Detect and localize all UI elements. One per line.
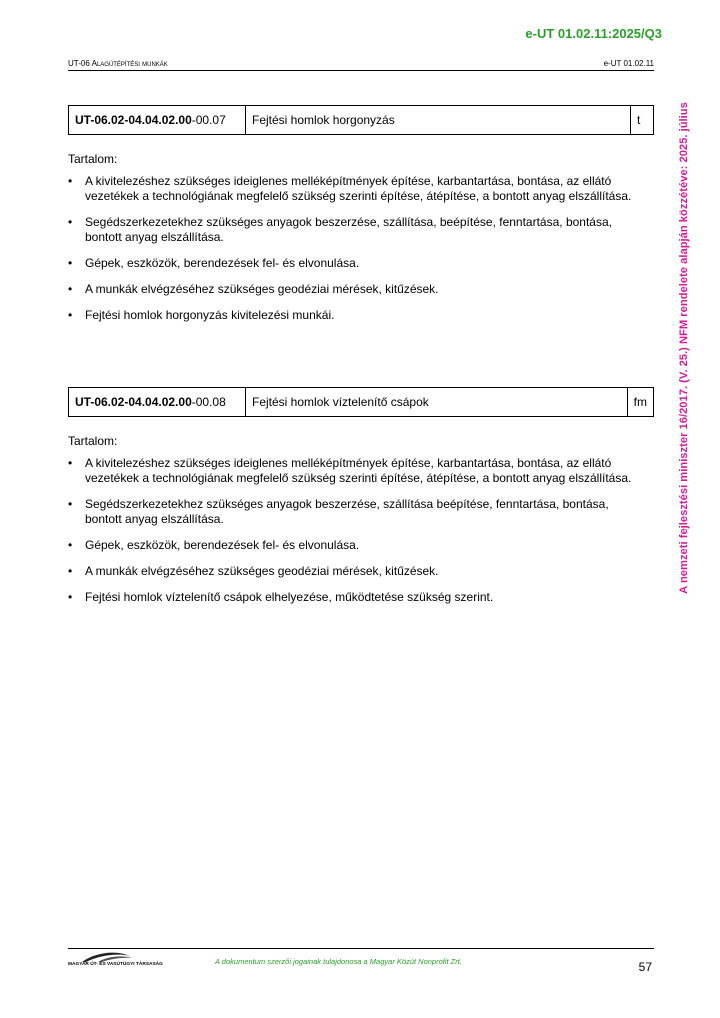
list-item — [68, 215, 645, 245]
list-item-text: Fejtési homlok horgonyzás kivitelezési munkái. — [85, 308, 335, 322]
item-code-table — [68, 387, 654, 417]
list-item — [68, 456, 645, 486]
item-unit: fm — [627, 388, 653, 417]
bullet-icon: • — [68, 497, 73, 511]
bullet-icon: • — [68, 282, 73, 296]
bullet-icon: • — [68, 564, 73, 578]
header-chapter — [68, 59, 168, 68]
list-item — [68, 590, 645, 605]
item-code-bold: UT-06.02-04.04.02.00 — [75, 395, 192, 409]
list-item-text: Segédszerkezetekhez szükséges anyagok beszerzése, szállítása, beépítése, fenntartása, bontása, bontott anyag elszállítása. — [85, 215, 612, 244]
item-title: Fejtési homlok víztelenítő csápok — [246, 388, 628, 417]
footer-divider — [68, 948, 654, 949]
item-code-suffix: -00.07 — [191, 113, 226, 127]
bullet-icon: • — [68, 308, 73, 322]
list-item — [68, 256, 645, 271]
page-number: 57 — [638, 960, 652, 974]
list-item-text: A kivitelezéshez szükséges ideiglenes melléképítmények építése, karbantartása, bontása, az ellátó vezetékek a technológiának megfelelő szükség szerinti építése, átépítése, a bontott anyag elszállítása. — [85, 174, 632, 203]
item-section-2 — [68, 387, 654, 616]
bullet-icon: • — [68, 538, 73, 552]
copyright-note: A dokumentum szerzői jogainak tulajdonosa a Magyar Közút Nonprofit Zrt. — [215, 957, 462, 966]
list-item — [68, 174, 645, 204]
list-item-text: A munkák elvégzéséhez szükséges geodéziai mérések, kitűzések. — [85, 564, 439, 578]
bullet-icon: • — [68, 174, 73, 188]
content-label: Tartalom: — [68, 152, 118, 166]
header-divider — [68, 70, 654, 71]
list-item-text: Gépek, eszközök, berendezések fel- és elvonulása. — [85, 538, 360, 552]
item-title: Fejtési homlok horgonyzás — [246, 106, 631, 135]
side-publication-note: A nemzeti fejlesztési miniszter 16/2017. (V. 25.) NFM rendelete alapján közzétéve: 2025. július — [678, 102, 690, 594]
list-item-text: A munkák elvégzéséhez szükséges geodéziai mérések, kitűzések. — [85, 282, 439, 296]
item-section-1 — [68, 105, 654, 334]
header-doc-id: e-UT 01.02.11 — [603, 59, 654, 68]
content-label: Tartalom: — [68, 434, 118, 448]
content-list — [68, 456, 654, 605]
item-code-bold: UT-06.02-04.04.02.00 — [75, 113, 192, 127]
list-item — [68, 538, 645, 553]
item-code — [69, 106, 246, 135]
bullet-icon: • — [68, 256, 73, 270]
bullet-icon: • — [68, 456, 73, 470]
header-chapter-prefix: UT-06 A — [68, 59, 97, 68]
item-code-suffix: -00.08 — [191, 395, 226, 409]
bullet-icon: • — [68, 590, 73, 604]
list-item-text: A kivitelezéshez szükséges ideiglenes melléképítmények építése, karbantartása, bontása, az ellátó vezetékek a technológiának megfelelő szükség szerinti építése, átépítése, a bontott anyag elszállítása. — [85, 456, 632, 485]
document-code: e-UT 01.02.11:2025/Q3 — [525, 26, 662, 41]
item-unit: t — [631, 106, 654, 135]
footer-logo — [68, 950, 168, 972]
list-item-text: Fejtési homlok víztelenítő csápok elhelyezése, működtetése szükség szerint. — [85, 590, 494, 604]
list-item — [68, 497, 645, 527]
item-code — [69, 388, 246, 417]
footer-logo-text: MAGYAR ÚT- ÉS VASÚTÜGYI TÁRSASÁG — [68, 962, 163, 967]
list-item-text: Segédszerkezetekhez szükséges anyagok beszerzése, szállítása beépítése, fenntartása, bontása, bontott anyag elszállítása. — [85, 497, 609, 526]
list-item — [68, 282, 645, 297]
header-chapter-smallcaps: lagútépítési munkák — [96, 59, 168, 68]
list-item — [68, 308, 645, 323]
content-list — [68, 174, 654, 323]
list-item-text: Gépek, eszközök, berendezések fel- és elvonulása. — [85, 256, 360, 270]
bullet-icon: • — [68, 215, 73, 229]
item-code-table — [68, 105, 654, 135]
list-item — [68, 564, 645, 579]
